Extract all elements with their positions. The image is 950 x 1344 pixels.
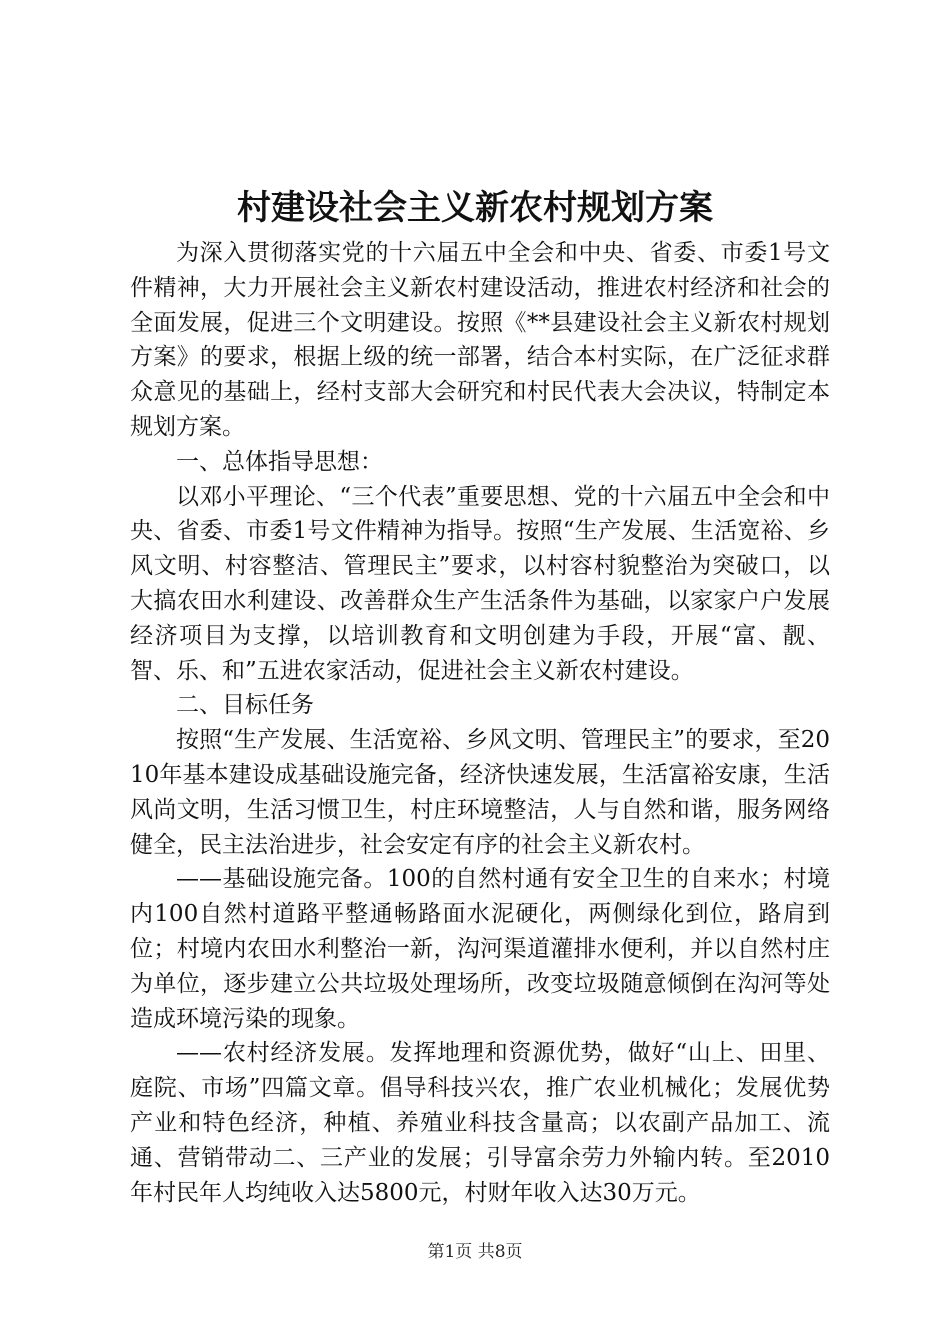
document-title: 村建设社会主义新农村规划方案 — [237, 188, 713, 228]
paragraph-guiding-ideology: 以邓小平理论、“三个代表”重要思想、党的十六届五中全会和中央、省委、市委1号文件精神为指导。按照“生产发展、生活宽裕、乡风文明、村容整洁、管理民主”要求，以村容村貌整治为突破口，以大搞农田水利建设、改善群众生产生活条件为基础，以家家户户发展经济项目为支撑，以培训教育和文明创建为手段，开展“富、靓、智、乐、和”五进农家活动，促进社会主义新农村建设。 — [130, 483, 830, 684]
paragraph-intro: 为深入贯彻落实党的十六届五中全会和中央、省委、市委1号文件精神，大力开展社会主义新农村建设活动，推进农村经济和社会的全面发展，促进三个文明建设。按照《**县建设社会主义新农村规划方案》的要求，根据上级的统一部署，结合本村实际，在广泛征求群众意见的基础上，经村支部大会研究和村民代表大会决议，特制定本规划方案。 — [130, 240, 830, 440]
section-heading-guiding-ideology: 一、总体指导思想： — [176, 448, 383, 475]
page-footer: 第1页 共8页 — [427, 1242, 523, 1262]
paragraph-infrastructure: ——基础设施完备。100的自然村通有安全卫生的自来水；村境内100自然村道路平整通畅路面水泥硬化，两侧绿化到位，路肩到位；村境内农田水利整治一新，沟河渠道灌排水便利，并以自然村庄为单位，逐步建立公共垃圾处理场所，改变垃圾随意倾倒在沟河等处造成环境污染的现象。 — [130, 866, 830, 1032]
paragraph-goals: 按照“生产发展、生活宽裕、乡风文明、管理民主”的要求，至2010年基本建设成基础设施完备，经济快速发展，生活富裕安康，生活风尚文明，生活习惯卫生，村庄环境整洁，人与自然和谐，服务网络健全，民主法治进步，社会安定有序的社会主义新农村。 — [130, 727, 830, 858]
section-heading-goals: 二、目标任务 — [176, 692, 314, 719]
paragraph-economy: ——农村经济发展。发挥地理和资源优势，做好“山上、田里、庭院、市场”四篇文章。倡导科技兴农，推广农业机械化；发展优势产业和特色经济，种植、养殖业科技含量高；以农副产品加工、流通、营销带动二、三产业的发展；引导富余劳力外输内转。至2010年村民年人均纯收入达5800元，村财年收入达30万元。 — [130, 1040, 830, 1206]
document-body — [130, 236, 830, 1210]
